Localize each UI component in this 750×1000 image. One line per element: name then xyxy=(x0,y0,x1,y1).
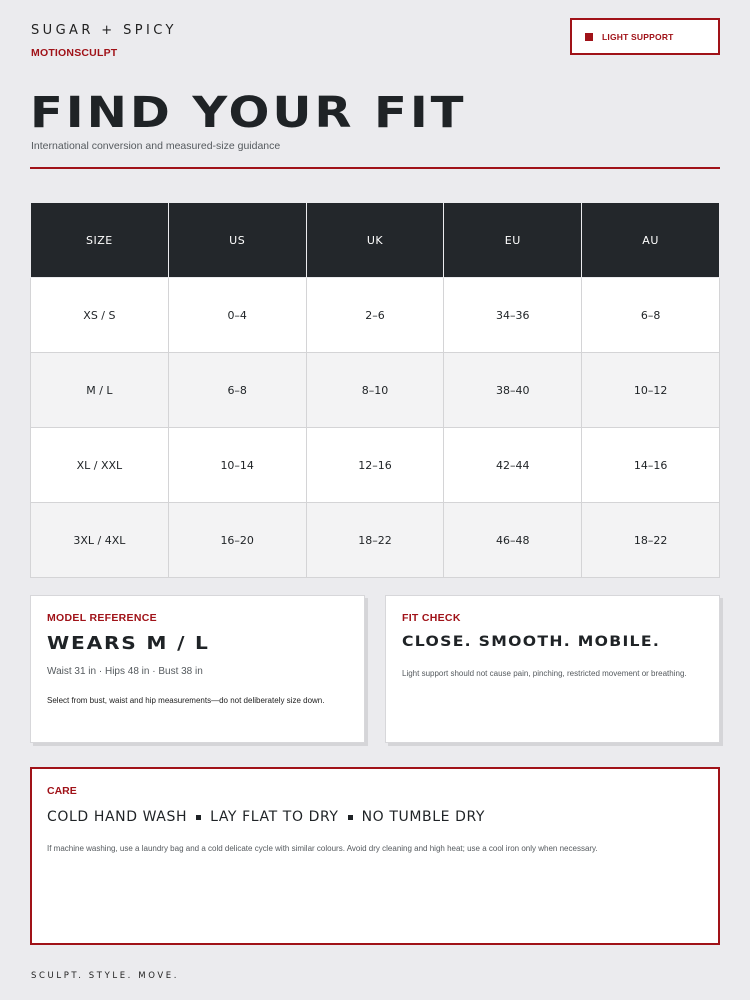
care-instructions xyxy=(47,809,485,825)
model-sizing-note: Select from bust, waist and hip measurements—do not deliberately size down. xyxy=(47,696,325,705)
column-header-us: US xyxy=(168,203,306,278)
page-title: FIND YOUR FIT xyxy=(30,88,467,138)
separator-dot-icon xyxy=(348,815,353,820)
model-reference-label: MODEL REFERENCE xyxy=(47,612,157,624)
eu-cell: 42–44 xyxy=(444,428,582,503)
care-instruction-dry: LAY FLAT TO DRY xyxy=(210,809,339,825)
care-label: CARE xyxy=(47,785,77,797)
us-cell: 16–20 xyxy=(168,503,306,578)
care-instruction-tumble: NO TUMBLE DRY xyxy=(361,809,486,825)
table-row xyxy=(31,428,720,503)
badge-label: LIGHT SUPPORT xyxy=(602,31,674,42)
footer-tagline: SCULPT. STYLE. MOVE. xyxy=(31,971,180,981)
title-divider xyxy=(30,167,720,169)
au-cell: 6–8 xyxy=(582,278,720,353)
care-instruction-wash: COLD HAND WASH xyxy=(47,809,188,825)
badge-square-icon xyxy=(585,33,593,41)
uk-cell: 18–22 xyxy=(306,503,444,578)
size-cell: XS / S xyxy=(31,278,169,353)
column-header-eu: EU xyxy=(444,203,582,278)
fit-check-label: FIT CHECK xyxy=(402,612,461,624)
au-cell: 14–16 xyxy=(582,428,720,503)
model-size-heading: WEARS M / L xyxy=(47,633,210,654)
model-reference-card xyxy=(30,595,365,743)
model-measurements: Waist 31 in · Hips 48 in · Bust 38 in xyxy=(47,666,203,677)
fit-check-note: Light support should not cause pain, pinching, restricted movement or breathing. xyxy=(402,669,687,678)
column-header-size: SIZE xyxy=(31,203,169,278)
au-cell: 18–22 xyxy=(582,503,720,578)
size-cell: 3XL / 4XL xyxy=(31,503,169,578)
us-cell: 6–8 xyxy=(168,353,306,428)
uk-cell: 12–16 xyxy=(306,428,444,503)
uk-cell: 2–6 xyxy=(306,278,444,353)
uk-cell: 8–10 xyxy=(306,353,444,428)
support-level-badge xyxy=(570,18,720,55)
care-panel xyxy=(30,767,720,945)
page-subtitle: International conversion and measured-size guidance xyxy=(31,140,281,152)
eu-cell: 46–48 xyxy=(444,503,582,578)
table-row xyxy=(31,503,720,578)
separator-dot-icon xyxy=(196,815,201,820)
us-cell: 0–4 xyxy=(168,278,306,353)
us-cell: 10–14 xyxy=(168,428,306,503)
table-row xyxy=(31,353,720,428)
eu-cell: 38–40 xyxy=(444,353,582,428)
size-cell: XL / XXL xyxy=(31,428,169,503)
product-line: MOTIONSCULPT xyxy=(31,47,118,59)
table-header-row xyxy=(31,203,720,278)
column-header-uk: UK xyxy=(306,203,444,278)
care-note: If machine washing, use a laundry bag and a cold delicate cycle with similar colours. Avoid dry cleaning and high heat; use a cool iron only when necessary. xyxy=(47,844,598,853)
fit-check-heading: CLOSE. SMOOTH. MOBILE. xyxy=(402,634,661,650)
brand-name: SUGAR + SPICY xyxy=(31,23,177,38)
fit-check-card xyxy=(385,595,720,743)
eu-cell: 34–36 xyxy=(444,278,582,353)
au-cell: 10–12 xyxy=(582,353,720,428)
size-cell: M / L xyxy=(31,353,169,428)
table-row xyxy=(31,278,720,353)
size-conversion-table xyxy=(30,202,720,578)
column-header-au: AU xyxy=(582,203,720,278)
